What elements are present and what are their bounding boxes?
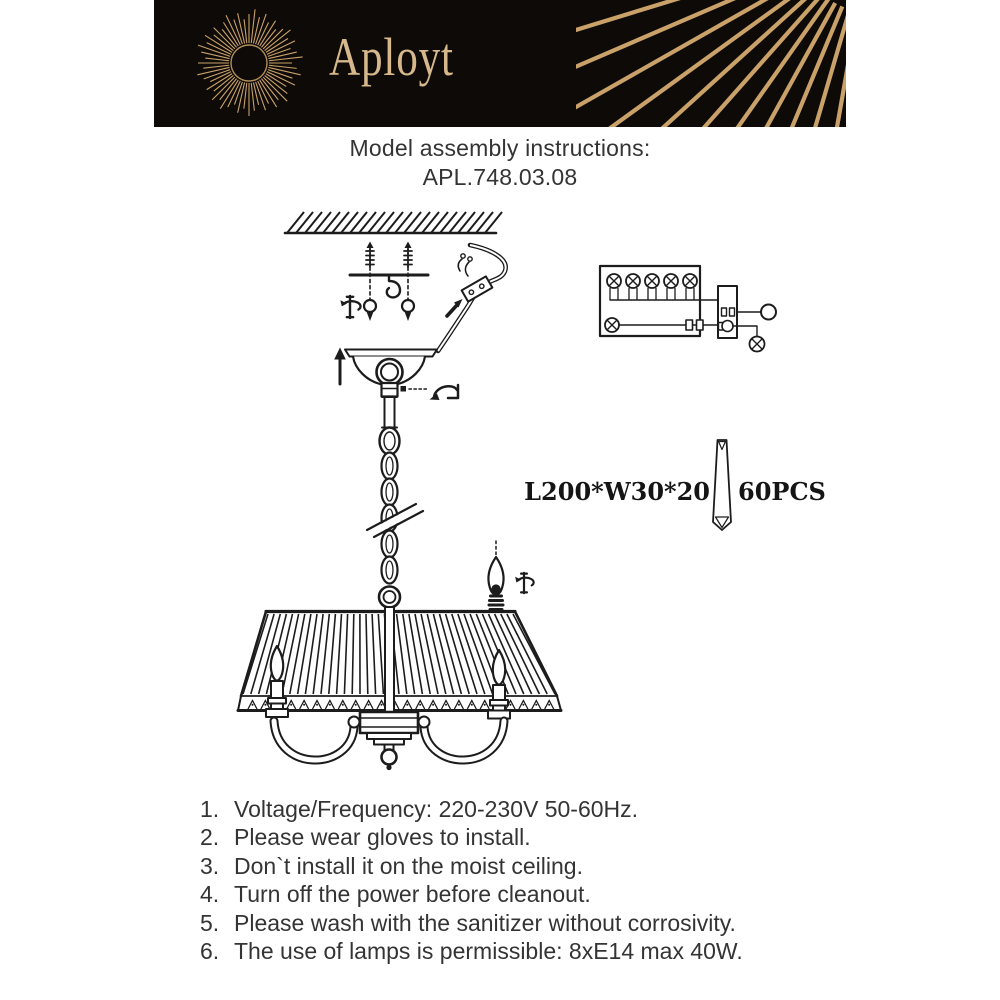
instruction-number: 4.	[200, 881, 220, 908]
lampshade	[238, 612, 561, 711]
candle-bulb-icon	[488, 541, 503, 610]
instruction-text: Please wash with the sanitizer without corrosivity.	[234, 909, 736, 936]
instruction-text: Turn off the power before cleanout.	[234, 881, 591, 908]
up-arrow-icon	[334, 348, 346, 385]
title-block	[0, 134, 1000, 192]
connect-arrow-icon	[447, 299, 463, 316]
corner-rays-decoration	[576, 0, 846, 127]
instruction-item	[200, 823, 743, 851]
assembly-diagram	[0, 198, 1000, 800]
lock-rotate-icon	[401, 385, 459, 400]
instruction-text: The use of lamps is permissible: 8xE14 max 40W.	[234, 938, 743, 965]
brand-banner	[154, 0, 846, 127]
wire-connector	[462, 276, 493, 301]
instruction-text: Please wear gloves to install.	[234, 824, 531, 851]
crystal-pendant	[713, 440, 731, 530]
instruction-number: 2.	[200, 824, 220, 851]
hub-and-finial	[360, 712, 418, 770]
crystal-size-label: L200*W30*20	[524, 477, 710, 506]
sunburst-logo-icon	[193, 7, 305, 119]
instruction-text: Don`t install it on the moist ceiling.	[234, 852, 583, 879]
instruction-number: 1.	[200, 796, 220, 822]
instruction-number: 6.	[200, 938, 220, 965]
page-title: Model assembly instructions:	[349, 135, 651, 161]
instruction-item	[200, 852, 743, 880]
instruction-item	[200, 880, 743, 908]
instructions-list	[200, 795, 743, 965]
ceiling-hatch	[285, 212, 502, 233]
rotate-screw-icon	[340, 296, 360, 318]
instruction-number: 5.	[200, 909, 220, 936]
ceiling-canopy	[345, 350, 437, 455]
instruction-item	[200, 909, 743, 937]
instruction-text: Voltage/Frequency: 220-230V 50-60Hz.	[234, 796, 639, 822]
bulb-rotate-icon	[515, 573, 534, 593]
crystal-qty-label: 60PCS	[738, 477, 826, 506]
wiring-diagram	[600, 266, 776, 352]
brand-name: Aployt	[329, 27, 454, 87]
mounting-hook	[387, 276, 400, 297]
instruction-item	[200, 937, 743, 965]
center-column	[379, 587, 400, 714]
model-number: APL.748.03.08	[422, 164, 578, 190]
instruction-number: 3.	[200, 852, 220, 879]
instruction-item	[200, 795, 743, 823]
